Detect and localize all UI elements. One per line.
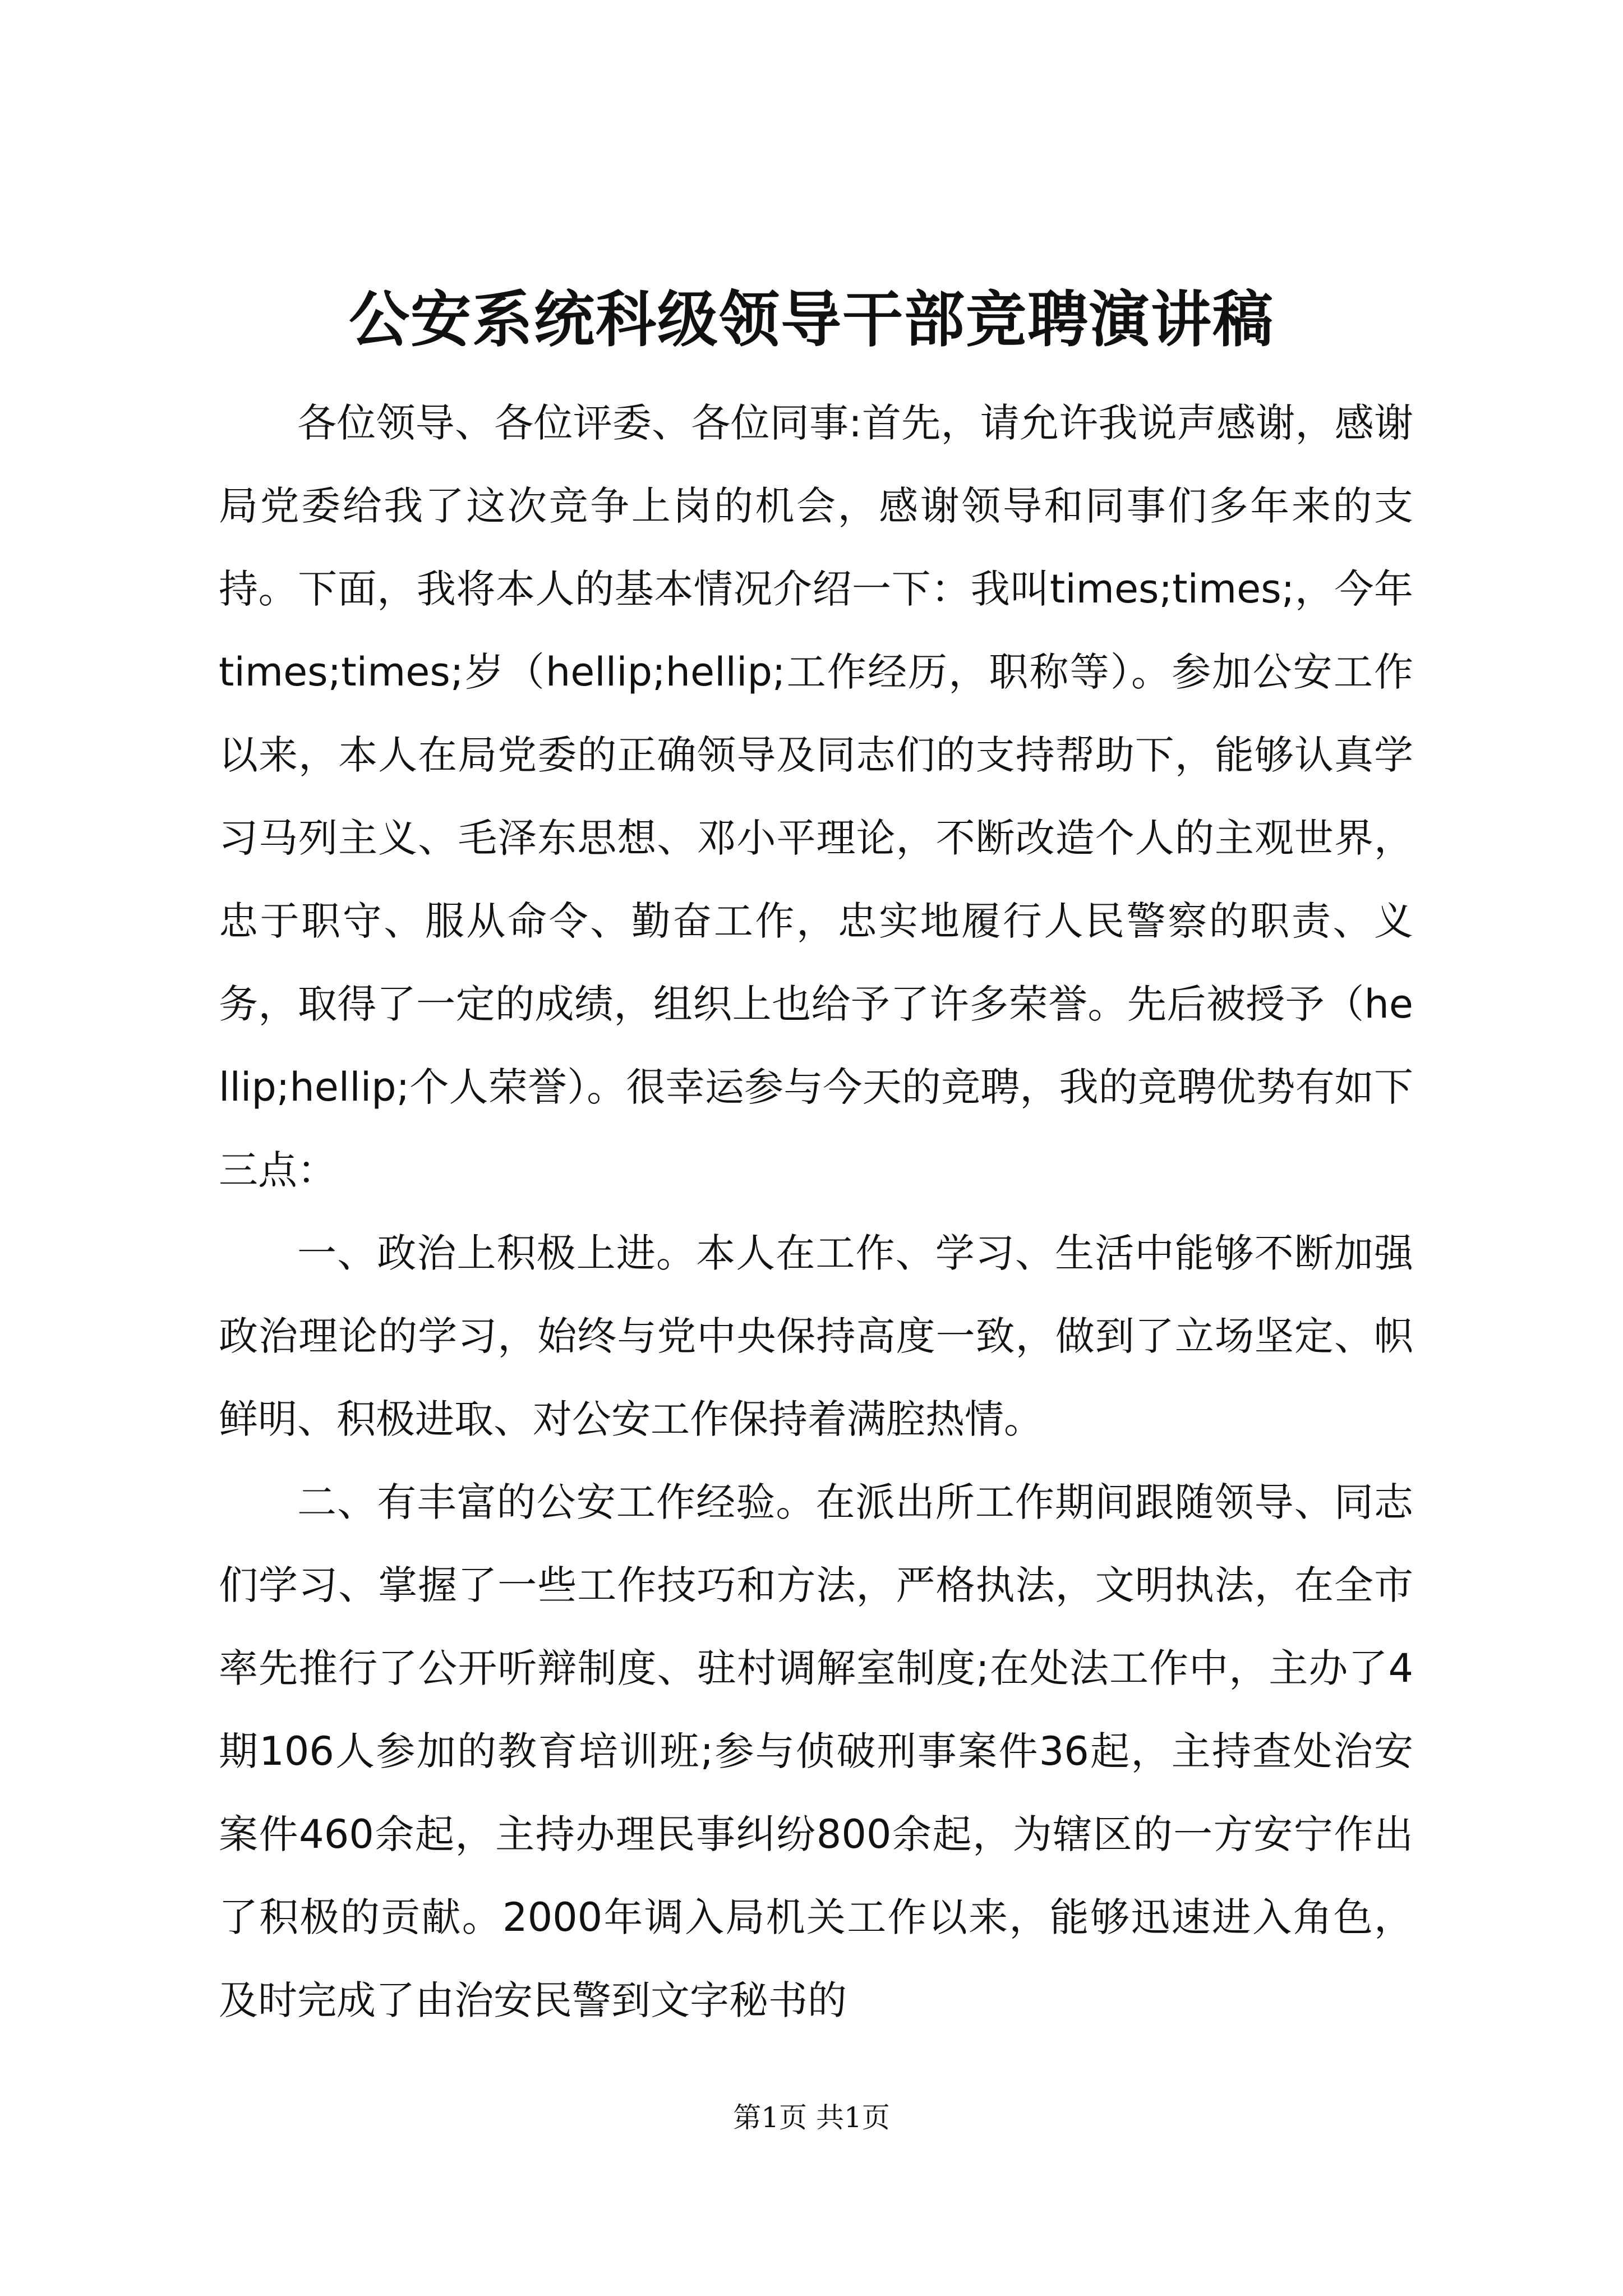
document-body (219, 381, 1413, 2042)
paragraph-point-two: 二、有丰富的公安工作经验。在派出所工作期间跟随领导、同志们学习、掌握了一些工作技巧和方法，严格执法，文明执法，在全市率先推行了公开听辩制度、驻村调解室制度;在处法工作中，主办了4期106人参加的教育培训班;参与侦破刑事案件36起，主持查处治安案件460余起，主持办理民事纠纷800余起，为辖区的一方安宁作出了积极的贡献。2000年调入局机关工作以来，能够迅速进入角色，及时完成了由治安民警到文字秘书的 (219, 1479, 1413, 2023)
paragraph-point-one: 一、政治上积极上进。本人在工作、学习、生活中能够不断加强政治理论的学习，始终与党中央保持高度一致，做到了立场坚定、帜鲜明、积极进取、对公安工作保持着满腔热情。 (219, 1230, 1413, 1442)
document-title: 公安系统科级领导干部竞聘演讲稿 (348, 284, 1274, 355)
paragraph-intro: 各位领导、各位评委、各位同事:首先，请允许我说声感谢，感谢局党委给我了这次竞争上岗的机会，感谢领导和同事们多年来的支持。下面，我将本人的基本情况介绍一下：我叫times;times;，今年times;times;岁（hellip;hellip;工作经历，职称等）。参加公安工作以来，本人在局党委的正确领导及同志们的支持帮助下，能够认真学习马列主义、毛泽东思想、邓小平理论，不断改造个人的主观世界，忠于职守、服从命令、勤奋工作，忠实地履行人民警察的职责、义务，取得了一定的成绩，组织上也给予了许多荣誉。先后被授予（hellip;hellip;个人荣誉）。很幸运参与今天的竞聘，我的竞聘优势有如下三点： (219, 400, 1413, 1193)
page-footer: 第1页 共1页 (733, 2101, 890, 2134)
